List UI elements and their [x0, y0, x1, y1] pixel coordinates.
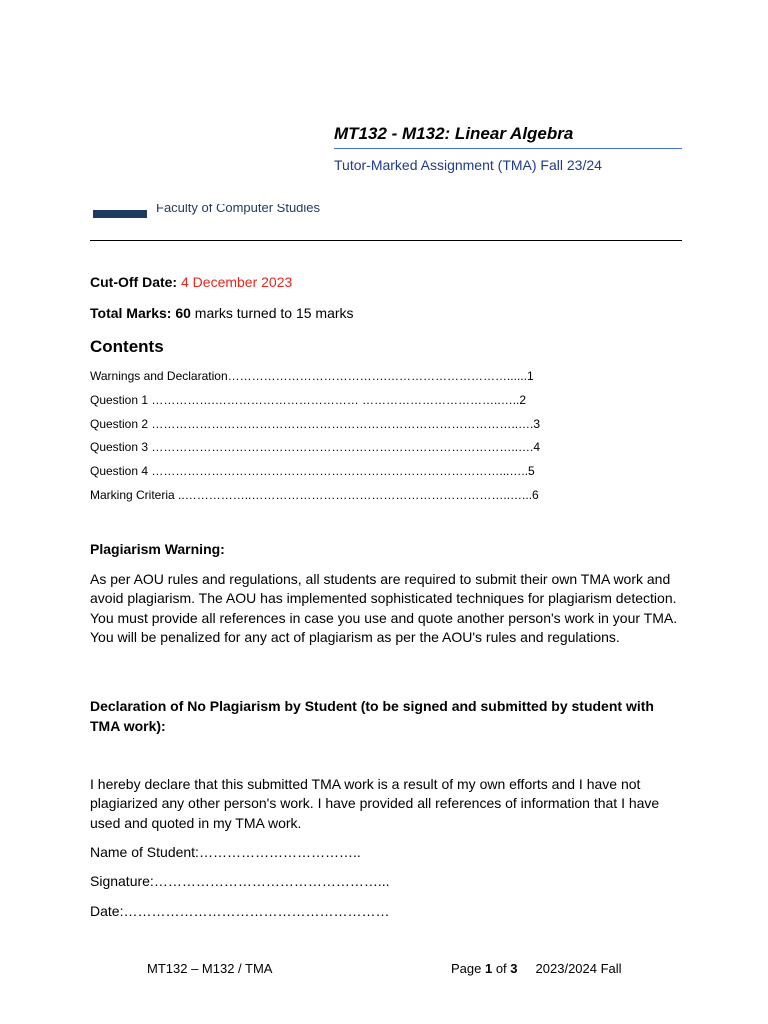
toc-item[interactable]: Marking Criteria ..……………..………………………………………………………..…...6 [90, 487, 539, 502]
toc-item[interactable]: Question 3 ………………………………………………………………………………..….4 [90, 440, 541, 455]
toc-item[interactable]: Warnings and Declaration………………………………….…………………………......1 [90, 369, 534, 383]
table-of-contents [90, 366, 650, 509]
toc-item[interactable]: Question 2 ………………………………………………………………………………..….3 [90, 416, 541, 431]
course-code: MT132 - M132 [334, 124, 445, 143]
total-marks-value: 60 [175, 305, 191, 321]
page-of: of [492, 961, 511, 976]
student-name-field: Name of Student:…………………………….. [90, 844, 361, 860]
logo-bar-icon [93, 210, 147, 218]
page-current: 1 [484, 961, 493, 976]
cutoff-value: 4 December 2023 [181, 274, 293, 290]
total-marks [90, 305, 354, 321]
contents-heading: Contents [90, 337, 164, 356]
date-field: Date:………………………………………………… [90, 903, 390, 919]
total-marks-label: Total Marks: [90, 305, 172, 321]
course-name: : Linear Algebra [444, 124, 574, 143]
header-rule [334, 148, 682, 149]
plagiarism-body: As per AOU rules and regulations, all students are required to submit their own TMA work and avoid plagiarism. The AOU has implemented sophisticated techniques for plagiarism detection. You must provide all references in case you use and quote another person's work in your TMA. You will be penalized for any act of plagiarism as per the AOU's rules and regulations. [90, 571, 678, 645]
declaration-heading: Declaration of No Plagiarism by Student (to be signed and submitted by student with TMA work): [90, 698, 654, 734]
footer-course: MT132 – M132 / TMA [147, 961, 273, 976]
tma-subtitle: Tutor-Marked Assignment (TMA) Fall 23/24 [334, 157, 602, 173]
plagiarism-heading: Plagiarism Warning: [90, 541, 225, 557]
footer-page-info [451, 961, 622, 976]
faculty-logo-strip [93, 204, 333, 218]
page-total: 3 [510, 961, 518, 976]
declaration-body: I hereby declare that this submitted TMA work is a result of my own efforts and I have not plagiarized any other person's work. I have provided all references of information that I have used and quoted in my TMA work. [90, 776, 660, 831]
cutoff-date [90, 274, 292, 290]
footer-term: 2023/2024 Fall [535, 961, 622, 976]
faculty-name: Faculty of Computer Studies [156, 204, 321, 215]
toc-item[interactable]: Question 1 …………….……………………………… ……………………………..…..2 [90, 392, 527, 407]
course-title [334, 124, 573, 144]
cutoff-label: Cut-Off Date: [90, 274, 178, 290]
signature-field: Signature:…………………………………………... [90, 873, 390, 889]
toc-item[interactable]: Question 4 ……………………………………………………………………………...…..5 [90, 464, 535, 479]
total-marks-rest: marks turned to 15 marks [194, 305, 354, 321]
page-prefix: Page [451, 961, 485, 976]
header-divider [90, 240, 682, 241]
